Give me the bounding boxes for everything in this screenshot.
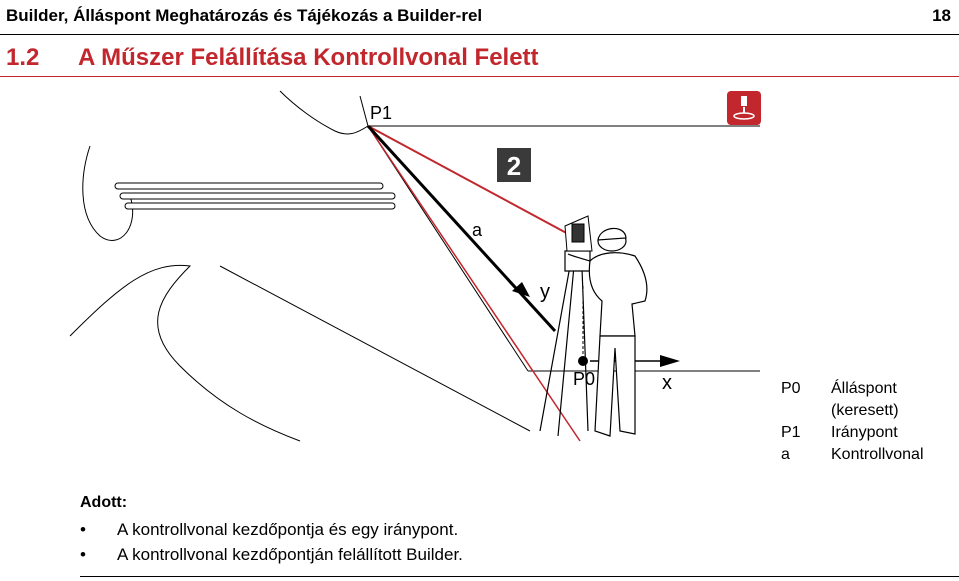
legend-value: Kontrollvonal xyxy=(831,446,924,463)
setup-illustration xyxy=(60,86,780,446)
given-list xyxy=(80,517,463,567)
list-item xyxy=(80,542,463,567)
label-y: y xyxy=(540,281,550,303)
label-a: a xyxy=(472,220,483,240)
legend-row xyxy=(781,444,959,466)
legend-key: P1 xyxy=(781,424,801,441)
section-heading xyxy=(6,44,539,72)
legend-key xyxy=(781,400,831,422)
legend-row xyxy=(781,422,959,444)
step-number-badge xyxy=(497,148,531,182)
wall-outline xyxy=(280,91,368,134)
legend-key: P0 xyxy=(781,380,801,397)
label-P0: P0 xyxy=(573,369,596,389)
builder-instrument-icon xyxy=(727,91,761,125)
label-x: x xyxy=(662,372,672,394)
bullet-icon: • xyxy=(80,545,86,564)
footer-rule xyxy=(80,576,959,577)
red-line-P1-instrument xyxy=(368,126,572,236)
rods xyxy=(115,183,395,209)
section-number: 1.2 xyxy=(6,44,40,71)
legend-value: Iránypont xyxy=(831,424,898,441)
bullet-icon: • xyxy=(80,520,86,539)
list-item-text: A kontrollvonal kezdőpontján felállított Builder. xyxy=(117,545,463,564)
P0-point xyxy=(578,356,588,366)
legend-value: (keresett) xyxy=(831,402,899,419)
header-title: Builder, Álláspont Meghatározás és Tájékozás a Builder-rel xyxy=(6,6,483,25)
legend-key: a xyxy=(781,446,790,463)
list-item-text: A kontrollvonal kezdőpontja és egy iránypont. xyxy=(117,520,459,539)
wall-edge xyxy=(360,96,368,126)
total-station xyxy=(565,216,592,251)
section-rule xyxy=(0,76,959,77)
section-title: A Műszer Felállítása Kontrollvonal Felett xyxy=(78,44,539,71)
given-title: Adott: xyxy=(80,494,128,511)
list-item xyxy=(80,517,463,542)
legend-value: Álláspont xyxy=(831,380,897,397)
step-number: 2 xyxy=(506,151,522,181)
ground-sketch-2 xyxy=(70,265,300,441)
legend-row xyxy=(781,400,959,422)
legend-row xyxy=(781,378,959,400)
legend xyxy=(781,378,959,466)
label-P1: P1 xyxy=(370,103,393,123)
header-rule xyxy=(0,34,959,35)
page-number: 18 xyxy=(932,6,951,25)
slope-line xyxy=(220,266,530,431)
